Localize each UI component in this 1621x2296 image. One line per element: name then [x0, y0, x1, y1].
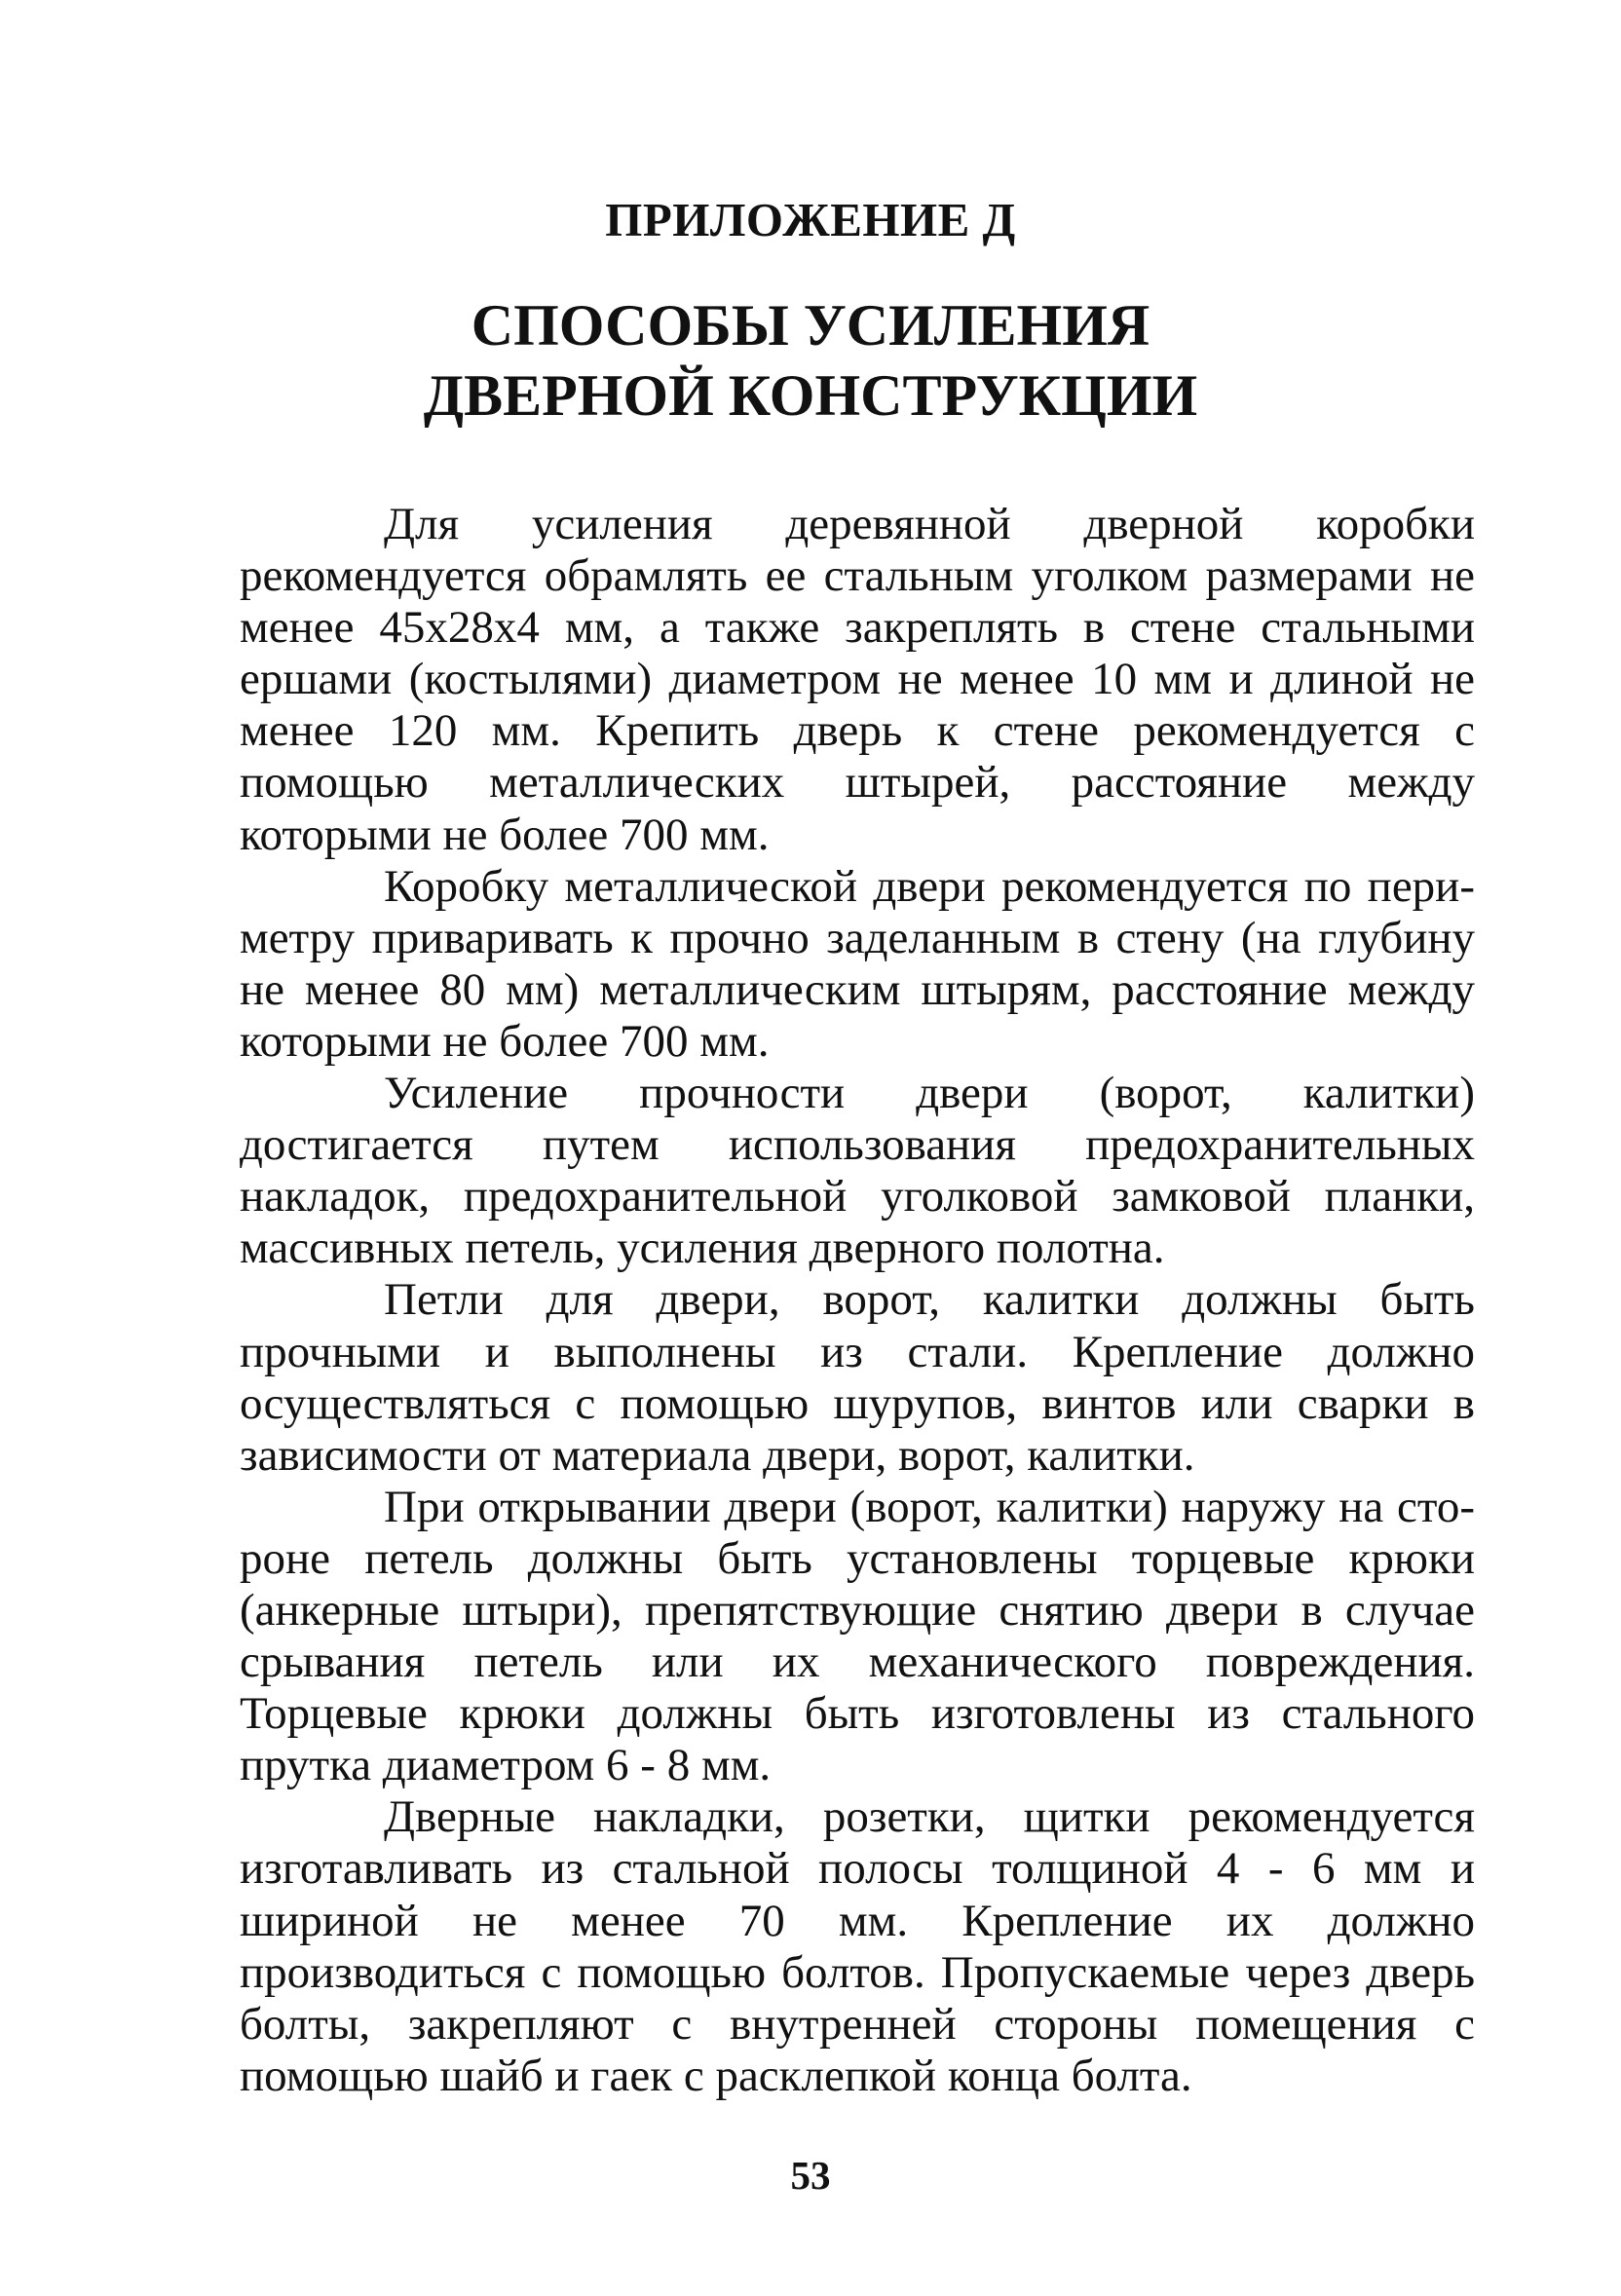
- page-title: [0, 290, 1621, 431]
- paragraph-3: Усиление прочности двери (ворот, калитки) достигается путем использования предохранительных накладок, предохранительной уголковой замковой планки, массивных петель, усиления дверного полотна.: [240, 1068, 1475, 1274]
- paragraph-1: Для усиления деревянной дверной коробки рекомендуется обрамлять ее стальным уголком размерами не менее 45х28х4 мм, а также закреплять в стене стальными ершами (костылями) диаметром не менее 10 мм и длиной не менее 120 мм. Крепить дверь к стене рекомендуется с помощью металлических штырей, расстояние между которыми не более 700 мм.: [240, 499, 1475, 860]
- title-line-1: СПОСОБЫ УСИЛЕНИЯ: [471, 293, 1150, 358]
- paragraph-5: При открывании двери (ворот, калитки) наружу на стороне петель должны быть установлены торцевые крюки (анкерные штыри), препятствующие снятию двери в случае срывания петель или их механического повреждения. Торцевые крюки должны быть изготовлены из стального прутка диаметром 6 - 8 мм.: [240, 1481, 1475, 1791]
- title-line-2: ДВЕРНОЙ КОНСТРУКЦИИ: [423, 363, 1198, 428]
- paragraph-2: Коробку металлической двери рекомендуется по периметру приваривать к прочно заделанным в стену (на глубину не менее 80 мм) металлическим штырям, расстояние между которыми не более 700 мм.: [240, 860, 1475, 1067]
- page-number: 53: [790, 2153, 831, 2198]
- body-text: [240, 499, 1475, 2102]
- paragraph-4: Петли для двери, ворот, калитки должны быть прочными и выполнены из стали. Крепление должно осуществляться с помощью шурупов, винтов или сварки в зависимости от материала двери, ворот, калитки.: [240, 1274, 1475, 1481]
- appendix-label: ПРИЛОЖЕНИЕ Д: [605, 193, 1016, 246]
- paragraph-6: Дверные накладки, розетки, щитки рекомендуется изготавливать из стальной полосы толщиной 4 - 6 мм и шириной не менее 70 мм. Крепление их должно производиться с помощью болтов. Пропускаемые через дверь болты, закрепляют с внутренней стороны помещения с помощью шайб и гаек с расклепкой конца болта.: [240, 1791, 1475, 2101]
